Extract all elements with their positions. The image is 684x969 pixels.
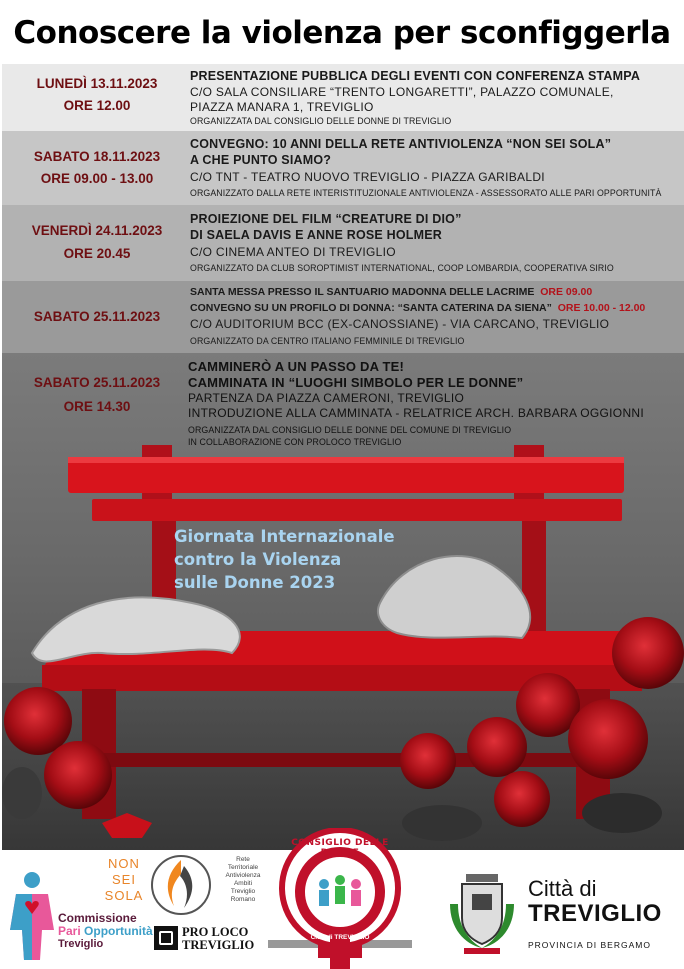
event-address: PIAZZA MANARA 1, TREVIGLIO <box>190 100 374 114</box>
event-row-4 <box>2 281 684 353</box>
provincia-text: PROVINCIA DI BERGAMO <box>528 940 651 950</box>
event-row-1 <box>2 64 684 131</box>
event-title: CAMMINERÒ A UN PASSO DA TE! <box>188 359 405 374</box>
treviglio-coat-of-arms-icon <box>444 864 520 958</box>
event-time: ORE 14.30 <box>63 399 131 414</box>
event-organizer: ORGANIZZATO DALLA RETE INTERISTITUZIONALE ANTIVIOLENZA - ASSESSORATO ALLE PARI OPPORTUNITÀ <box>190 188 662 198</box>
event-date-label: SABATO 18.11.2023 <box>33 149 161 164</box>
poster-title: Conoscere la violenza per sconfiggerla <box>13 15 671 51</box>
giornata-internazionale-text: Giornata Internazionale contro la Violenza sulle Donne 2023 <box>174 527 395 592</box>
event-intro: INTRODUZIONE ALLA CAMMINATA - RELATRICE ARCH. BARBARA OGGIONNI <box>188 406 645 420</box>
event-location: C/O CINEMA ANTEO DI TREVIGLIO <box>190 245 396 259</box>
event-body <box>190 136 680 199</box>
event-subtitle: CAMMINATA IN “LUOGHI SIMBOLO PER LE DONNE” <box>188 375 524 390</box>
consiglio-delle-donne-subtext: Città di TREVIGLIO <box>310 934 370 941</box>
event-title: PROIEZIONE DEL FILM “CREATURE DI DIO” <box>190 212 462 226</box>
event-line-2: CONVEGNO SU UN PROFILO DI DONNA: “SANTA CATERINA DA SIENA” ORE 10.00 - 12.00 <box>190 302 646 314</box>
event-body <box>190 211 680 274</box>
event-date-label: VENERDÌ 24.11.2023 <box>31 223 163 238</box>
commissione-pari-opportunita-logo: Commissione Pari Opportunità Treviglio <box>58 911 153 950</box>
treviglio-text: TREVIGLIO <box>528 900 662 927</box>
event-date <box>2 147 192 189</box>
event-row-5 <box>2 353 684 850</box>
event-location: PARTENZA DA PIAZZA CAMERONI, TREVIGLIO <box>188 391 465 405</box>
event-date-label: LUNEDÌ 13.11.2023 <box>36 76 158 91</box>
event-time: ORE 09.00 - 13.00 <box>40 171 154 186</box>
consiglio-delle-donne-text: CONSIGLIO DELLE DONNE <box>291 838 389 858</box>
event-date <box>2 373 192 417</box>
event-subtitle: A CHE PUNTO SIAMO? <box>190 153 332 167</box>
event-organizer: ORGANIZZATA DAL CONSIGLIO DELLE DONNE DI TREVIGLIO <box>190 116 452 126</box>
rete-territoriale-text: Rete Territoriale Antiviolenza Ambiti Treviglio Romano <box>225 856 261 903</box>
rete-antiviolenza-flame-icon <box>150 854 212 916</box>
event-body <box>190 68 680 127</box>
pari-opportunita-figures-icon <box>6 870 58 962</box>
non-sei-sola-logo: NON SEI SOLA <box>104 856 144 903</box>
event-title: PRESENTAZIONE PUBBLICA DEGLI EVENTI CON CONFERENZA STAMPA <box>190 69 641 83</box>
event-subtitle: DI SAELA DAVIS E ANNE ROSE HOLMER <box>190 228 442 242</box>
event-row-2 <box>2 131 684 205</box>
event-body <box>190 284 680 347</box>
pro-loco-treviglio-logo: PRO LOCO TREVIGLIO <box>182 925 255 952</box>
pro-loco-emblem-icon <box>154 926 178 950</box>
event-date <box>2 74 192 116</box>
event-date <box>2 221 192 264</box>
event-line-1: SANTA MESSA PRESSO IL SANTUARIO MADONNA DELLE LACRIME ORE 09.00 <box>190 286 593 298</box>
event-organizer-2: IN COLLABORAZIONE CON PROLOCO TREVIGLIO <box>188 437 402 447</box>
event-organizer: ORGANIZZATA DAL CONSIGLIO DELLE DONNE DEL COMUNE DI TREVIGLIO <box>188 425 512 435</box>
event-title: CONVEGNO: 10 ANNI DELLA RETE ANTIVIOLENZA “NON SEI SOLA” <box>190 137 612 151</box>
event-time-1: ORE 09.00 <box>540 286 593 298</box>
event-date <box>2 307 192 327</box>
citta-di-text: Città di <box>528 876 597 901</box>
footer-logos <box>0 838 684 969</box>
event-organizer: ORGANIZZATO DA CENTRO ITALIANO FEMMINILE DI TREVIGLIO <box>190 336 465 346</box>
event-time-2: ORE 10.00 - 12.00 <box>557 302 646 314</box>
event-row-3 <box>2 205 684 281</box>
event-location: C/O SALA CONSILIARE “TRENTO LONGARETTI”, PALAZZO COMUNALE, <box>190 85 614 99</box>
event-location: C/O TNT - TEATRO NUOVO TREVIGLIO - PIAZZA GARIBALDI <box>190 170 545 184</box>
event-date-label: SABATO 25.11.2023 <box>33 375 161 390</box>
event-location: C/O AUDITORIUM BCC (EX-CANOSSIANE) - VIA CARCANO, TREVIGLIO <box>190 317 610 331</box>
event-organizer: ORGANIZZATO DA CLUB SOROPTIMIST INTERNATIONAL, COOP LOMBARDIA, COOPERATIVA SIRIO <box>190 263 614 273</box>
event-time: ORE 20.45 <box>63 246 131 261</box>
event-time: ORE 12.00 <box>63 98 131 113</box>
event-body <box>188 359 678 448</box>
event-date-label: SABATO 25.11.2023 <box>33 309 161 324</box>
